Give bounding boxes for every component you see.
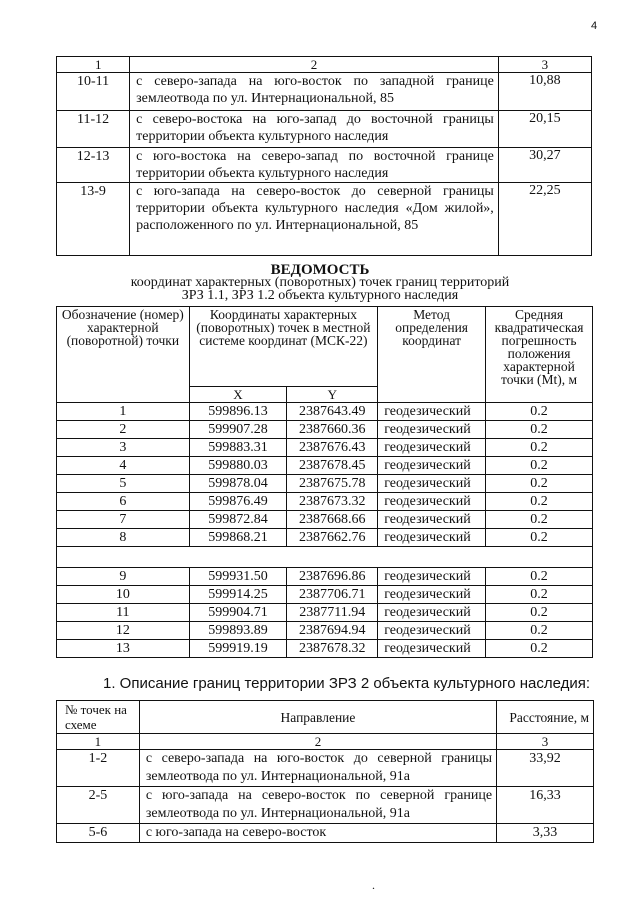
- header-col-3: 3: [498, 57, 591, 73]
- error-cell: 0.2: [486, 529, 593, 547]
- table-row: [57, 824, 594, 843]
- header-distance: Расстояние, м: [497, 701, 594, 734]
- distance-cell: 22,25: [498, 183, 591, 256]
- method-cell: геодезический: [378, 511, 486, 529]
- distance-cell: 16,33: [497, 787, 594, 824]
- method-cell: геодезический: [378, 475, 486, 493]
- table-row: [57, 73, 592, 111]
- x-coordinate-cell: 599931.50: [189, 568, 287, 586]
- error-cell: 0.2: [486, 511, 593, 529]
- distance-cell: 3,33: [497, 824, 594, 843]
- x-coordinate-cell: 599876.49: [189, 493, 287, 511]
- y-coordinate-cell: 2387694.94: [287, 622, 378, 640]
- error-cell: 0.2: [486, 640, 593, 658]
- point-number-cell: 1: [57, 403, 190, 421]
- table-row: [57, 439, 593, 457]
- method-cell: геодезический: [378, 640, 486, 658]
- direction-cell: с юго-запада на северо-восток до северной границы территории объекта культурного наследия «Дом жилой», расположенного по ул. Интернациональной, 85: [130, 183, 499, 256]
- point-number-cell: 2: [57, 421, 190, 439]
- method-cell: геодезический: [378, 604, 486, 622]
- table-row: [57, 457, 593, 475]
- distance-cell: 33,92: [497, 750, 594, 787]
- x-coordinate-cell: 599919.19: [189, 640, 287, 658]
- error-cell: 0.2: [486, 586, 593, 604]
- y-coordinate-cell: 2387660.36: [287, 421, 378, 439]
- table-row: [57, 622, 593, 640]
- header-points-on-scheme: № точек на схеме: [57, 701, 140, 734]
- x-coordinate-cell: 599914.25: [189, 586, 287, 604]
- boundary-table-zrz2: [56, 700, 594, 843]
- table-row: [57, 493, 593, 511]
- point-number-cell: 6: [57, 493, 190, 511]
- y-coordinate-cell: 2387673.32: [287, 493, 378, 511]
- method-cell: геодезический: [378, 622, 486, 640]
- y-coordinate-cell: 2387668.66: [287, 511, 378, 529]
- points-cell: 10-11: [57, 73, 130, 111]
- distance-cell: 30,27: [498, 148, 591, 183]
- point-number-cell: 12: [57, 622, 190, 640]
- table-row: [57, 475, 593, 493]
- header-col-1: 1: [57, 57, 130, 73]
- table-row: [57, 511, 593, 529]
- table-row: [57, 529, 593, 547]
- y-coordinate-cell: 2387711.94: [287, 604, 378, 622]
- table3-header-row: [57, 701, 594, 734]
- statement-subtitle-2: ЗРЗ 1.1, ЗРЗ 1.2 объекта культурного наследия: [181, 288, 459, 303]
- error-cell: 0.2: [486, 568, 593, 586]
- points-cell: 12-13: [57, 148, 130, 183]
- separator-cell: [57, 547, 593, 568]
- table-row: [57, 111, 592, 148]
- statement-title: ВЕДОМОСТЬ: [270, 262, 370, 278]
- y-coordinate-cell: 2387696.86: [287, 568, 378, 586]
- error-cell: 0.2: [486, 475, 593, 493]
- y-coordinate-cell: 2387676.43: [287, 439, 378, 457]
- y-coordinate-cell: 2387706.71: [287, 586, 378, 604]
- header-y: Y: [287, 387, 378, 403]
- table-row: [57, 403, 593, 421]
- x-coordinate-cell: 599872.84: [189, 511, 287, 529]
- x-coordinate-cell: 599883.31: [189, 439, 287, 457]
- y-coordinate-cell: 2387662.76: [287, 529, 378, 547]
- points-cell: 11-12: [57, 111, 130, 148]
- direction-cell: с юго-востока на северо-запад по восточной границе территории объекта культурного наследия: [130, 148, 499, 183]
- group-separator-row: [57, 547, 593, 568]
- header-col-2: 2: [130, 57, 499, 73]
- footer-mark: .: [372, 878, 375, 892]
- point-number-cell: 8: [57, 529, 190, 547]
- point-number-cell: 7: [57, 511, 190, 529]
- error-cell: 0.2: [486, 439, 593, 457]
- point-number-cell: 5: [57, 475, 190, 493]
- method-cell: геодезический: [378, 493, 486, 511]
- x-coordinate-cell: 599896.13: [189, 403, 287, 421]
- table-row: [57, 586, 593, 604]
- method-cell: геодезический: [378, 568, 486, 586]
- coordinates-header-row: [57, 307, 593, 387]
- points-cell: 1-2: [57, 750, 140, 787]
- boundary-table-zrz1: [56, 56, 592, 256]
- table-row: [57, 787, 594, 824]
- point-number-cell: 11: [57, 604, 190, 622]
- method-cell: геодезический: [378, 403, 486, 421]
- points-cell: 2-5: [57, 787, 140, 824]
- number-col-2: 2: [139, 734, 496, 750]
- table-row: [57, 183, 592, 256]
- error-cell: 0.2: [486, 622, 593, 640]
- number-col-1: 1: [57, 734, 140, 750]
- x-coordinate-cell: 599907.28: [189, 421, 287, 439]
- method-cell: геодезический: [378, 586, 486, 604]
- direction-cell: с северо-запада на юго-восток до северной границы землеотвода по ул. Интернациональной, 91а: [139, 750, 496, 787]
- number-col-3: 3: [497, 734, 594, 750]
- direction-cell: с северо-востока на юго-запад до восточной границы территории объекта культурного наследия: [130, 111, 499, 148]
- x-coordinate-cell: 599904.71: [189, 604, 287, 622]
- points-cell: 5-6: [57, 824, 140, 843]
- header-coordinates: Координаты характерных (поворотных) точек в местной системе координат (МСК-22): [189, 307, 378, 387]
- table-row: [57, 421, 593, 439]
- error-cell: 0.2: [486, 421, 593, 439]
- x-coordinate-cell: 599868.21: [189, 529, 287, 547]
- table-row: [57, 604, 593, 622]
- error-cell: 0.2: [486, 493, 593, 511]
- y-coordinate-cell: 2387678.32: [287, 640, 378, 658]
- table-row: [57, 568, 593, 586]
- distance-cell: 10,88: [498, 73, 591, 111]
- table-row: [57, 148, 592, 183]
- error-cell: 0.2: [486, 403, 593, 421]
- point-number-cell: 9: [57, 568, 190, 586]
- error-cell: 0.2: [486, 604, 593, 622]
- table3-number-row: [57, 734, 594, 750]
- table-row: [57, 750, 594, 787]
- header-method: Метод определения координат: [378, 307, 486, 403]
- y-coordinate-cell: 2387678.45: [287, 457, 378, 475]
- direction-cell: с северо-запада на юго-восток по западной границе землеотвода по ул. Интернациональной, 85: [130, 73, 499, 111]
- direction-cell: с юго-запада на северо-восток по северной границе землеотвода по ул. Интернациональной, 91а: [139, 787, 496, 824]
- point-number-cell: 4: [57, 457, 190, 475]
- direction-cell: с юго-запада на северо-восток: [139, 824, 496, 843]
- point-number-cell: 3: [57, 439, 190, 457]
- section-heading: 1. Описание границ территории ЗРЗ 2 объекта культурного наследия:: [103, 675, 591, 692]
- y-coordinate-cell: 2387643.49: [287, 403, 378, 421]
- x-coordinate-cell: 599878.04: [189, 475, 287, 493]
- distance-cell: 20,15: [498, 111, 591, 148]
- page-number: 4: [591, 20, 598, 32]
- point-number-cell: 13: [57, 640, 190, 658]
- error-cell: 0.2: [486, 457, 593, 475]
- x-coordinate-cell: 599893.89: [189, 622, 287, 640]
- x-coordinate-cell: 599880.03: [189, 457, 287, 475]
- header-direction: Направление: [139, 701, 496, 734]
- method-cell: геодезический: [378, 439, 486, 457]
- method-cell: геодезический: [378, 421, 486, 439]
- table-row: [57, 640, 593, 658]
- header-point-designation: Обозначение (номер) характерной (поворотной) точки: [57, 307, 190, 403]
- points-cell: 13-9: [57, 183, 130, 256]
- point-number-cell: 10: [57, 586, 190, 604]
- statement-subtitle-1: координат характерных (поворотных) точек границ территорий: [130, 275, 510, 290]
- header-error: Средняя квадратическая погрешность положения характерной точки (Mt), м: [486, 307, 593, 403]
- method-cell: геодезический: [378, 457, 486, 475]
- method-cell: геодезический: [378, 529, 486, 547]
- coordinates-table: [56, 306, 593, 658]
- table-header-row: [57, 57, 592, 73]
- header-x: X: [189, 387, 287, 403]
- y-coordinate-cell: 2387675.78: [287, 475, 378, 493]
